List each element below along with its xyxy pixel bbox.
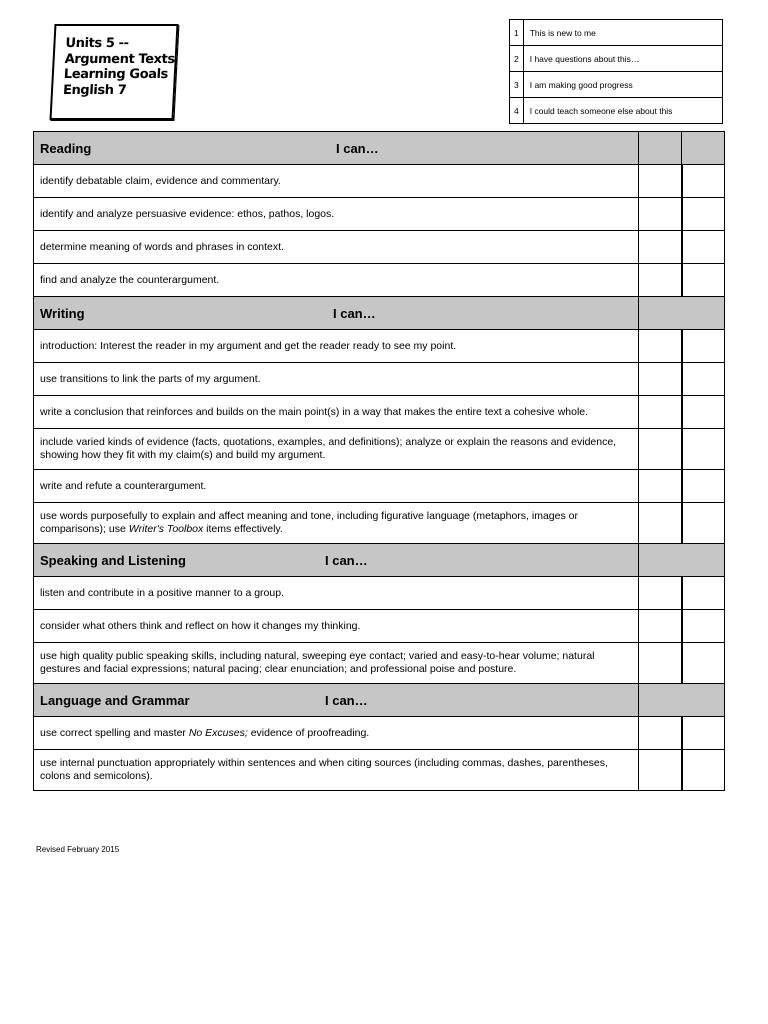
goal-text-part: evidence of proofreading.: [247, 726, 370, 739]
goal-row: [34, 643, 725, 684]
goal-row: [34, 231, 725, 264]
goal-text: identify debatable claim, evidence and commentary.: [34, 165, 639, 198]
goal-text: find and analyze the counterargument.: [34, 264, 639, 297]
goal-row: [34, 717, 725, 750]
goal-text-part: use correct spelling and master: [40, 726, 189, 739]
self-rating-box[interactable]: [639, 363, 682, 396]
goal-text-part: items effectively.: [203, 523, 283, 535]
title-line: English 7: [62, 82, 127, 98]
legend-number: 3: [510, 72, 524, 98]
self-rating-box[interactable]: [682, 717, 725, 750]
section-header-speaking-listening: [34, 544, 725, 577]
self-rating-box[interactable]: [682, 643, 725, 684]
self-rating-box[interactable]: [639, 717, 682, 750]
self-rating-box[interactable]: [682, 750, 725, 791]
goal-row: [34, 363, 725, 396]
self-rating-box[interactable]: [682, 165, 725, 198]
legend-number: 4: [510, 98, 524, 124]
i-can-label: I can…: [333, 305, 376, 321]
self-rating-box[interactable]: [682, 264, 725, 297]
self-rating-box[interactable]: [682, 429, 725, 470]
learning-goals-table: [33, 131, 725, 791]
goal-text: include varied kinds of evidence (facts, quotations, examples, and definitions); analyze or explain the reasons and evidence, showing how they fit with my claim(s) and build my argument.: [34, 429, 639, 470]
self-rating-box[interactable]: [639, 577, 682, 610]
self-rating-box[interactable]: [682, 396, 725, 429]
self-rating-box[interactable]: [682, 198, 725, 231]
self-rating-box[interactable]: [639, 198, 682, 231]
section-header-reading: [34, 132, 725, 165]
self-rating-box[interactable]: [682, 503, 725, 544]
legend-row: [510, 72, 723, 98]
self-rating-box[interactable]: [682, 363, 725, 396]
goal-row: [34, 396, 725, 429]
self-rating-box[interactable]: [682, 610, 725, 643]
goal-text: [34, 717, 639, 750]
self-rating-box[interactable]: [639, 750, 682, 791]
goal-text: introduction: Interest the reader in my argument and get the reader ready to see my point.: [34, 330, 639, 363]
goal-row: [34, 610, 725, 643]
goal-text: use high quality public speaking skills, including natural, sweeping eye contact; varied and easy-to-hear volume; natural gestures and facial expressions; natural pacing; clear enunciation; and professional poise and posture.: [34, 643, 639, 684]
legend-text: I could teach someone else about this: [523, 98, 722, 124]
goal-text: use internal punctuation appropriately within sentences and when citing sources (including commas, dashes, parentheses, colons and semicolons).: [34, 750, 639, 791]
title-box: [49, 24, 178, 120]
self-rating-box[interactable]: [639, 264, 682, 297]
legend-text: I am making good progress: [523, 72, 722, 98]
goal-row: [34, 330, 725, 363]
section-title: Writing: [40, 305, 85, 321]
rating-legend: [509, 19, 723, 124]
self-rating-box[interactable]: [682, 330, 725, 363]
header-shaded-cell: [639, 544, 725, 577]
self-rating-box[interactable]: [639, 396, 682, 429]
goal-text: use transitions to link the parts of my argument.: [34, 363, 639, 396]
legend-row: [510, 20, 723, 46]
self-rating-box[interactable]: [639, 165, 682, 198]
title-line: Units 5 --: [65, 36, 129, 51]
section-header-writing: [34, 297, 725, 330]
section-header-language-grammar: [34, 684, 725, 717]
goal-text: identify and analyze persuasive evidence: ethos, pathos, logos.: [34, 198, 639, 231]
self-rating-box[interactable]: [639, 231, 682, 264]
goal-row: [34, 470, 725, 503]
goal-text: [34, 503, 639, 544]
goal-row: [34, 264, 725, 297]
goal-row: [34, 577, 725, 610]
self-rating-box[interactable]: [639, 132, 682, 165]
section-title: Language and Grammar: [40, 692, 190, 708]
goal-row: [34, 750, 725, 791]
title-line: Argument Texts: [64, 51, 176, 67]
legend-text: This is new to me: [523, 20, 722, 46]
self-rating-box[interactable]: [682, 470, 725, 503]
legend-number: 2: [510, 46, 524, 72]
self-rating-box[interactable]: [639, 330, 682, 363]
legend-text: I have questions about this…: [523, 46, 722, 72]
header-shaded-cell: [639, 684, 725, 717]
goal-text: write a conclusion that reinforces and builds on the main point(s) in a way that makes the entire text a cohesive whole.: [34, 396, 639, 429]
self-rating-box[interactable]: [639, 610, 682, 643]
goal-text: consider what others think and reflect on how it changes my thinking.: [34, 610, 639, 643]
goal-text: write and refute a counterargument.: [34, 470, 639, 503]
self-rating-box[interactable]: [639, 503, 682, 544]
goal-text: listen and contribute in a positive manner to a group.: [34, 577, 639, 610]
i-can-label: I can…: [325, 692, 368, 708]
title-line: Learning Goals: [63, 67, 169, 82]
i-can-label: I can…: [336, 140, 379, 156]
self-rating-box[interactable]: [639, 470, 682, 503]
revision-note: Revised February 2015: [36, 845, 120, 854]
goal-text-part: use words purposefully to explain and affect meaning and tone, including figurative language (metaphors, images or comparisons); use: [40, 510, 578, 535]
goal-row: [34, 429, 725, 470]
goal-row: [34, 165, 725, 198]
self-rating-box[interactable]: [682, 231, 725, 264]
legend-row: [510, 46, 723, 72]
goal-text-italic: No Excuses;: [188, 726, 248, 739]
self-rating-box[interactable]: [639, 429, 682, 470]
goal-text-italic: Writer's Toolbox: [128, 523, 204, 535]
goal-row: [34, 198, 725, 231]
self-rating-box[interactable]: [639, 643, 682, 684]
legend-number: 1: [510, 20, 524, 46]
header-shaded-cell: [639, 297, 725, 330]
goal-text: determine meaning of words and phrases in context.: [34, 231, 639, 264]
section-title: Reading: [40, 140, 92, 156]
legend-row: [510, 98, 723, 124]
goal-row: [34, 503, 725, 544]
self-rating-box[interactable]: [682, 132, 725, 165]
section-title: Speaking and Listening: [40, 552, 186, 568]
self-rating-box[interactable]: [682, 577, 725, 610]
i-can-label: I can…: [325, 552, 368, 568]
